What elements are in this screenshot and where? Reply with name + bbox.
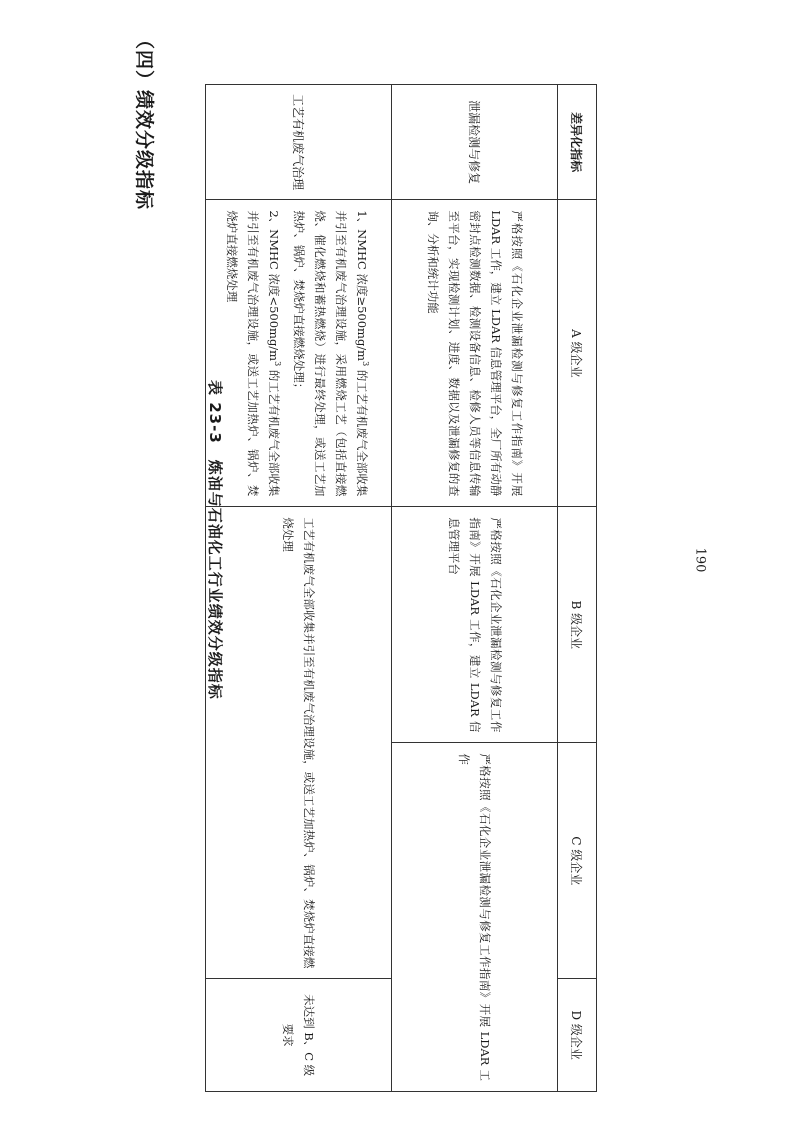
b-grade-ldar-text: 严格按照《石化企业泄漏检测与修复工作指南》开展 LDAR 工作，建立 LDAR 信息管理平台: [447, 517, 503, 733]
header-c-grade: C 级企业: [558, 743, 597, 979]
header-b-grade: B 级企业: [558, 507, 597, 743]
table-row-process-gas: [206, 85, 392, 1092]
header-d-grade: D 级企业: [558, 979, 597, 1092]
table-caption: 表 23-3 炼油与石油化工行业绩效分级指标: [206, 380, 224, 700]
cell-indicator-process-gas: [206, 85, 392, 200]
cell-cd-ldar: [392, 743, 558, 1092]
a-grade-process-gas-text: [217, 200, 380, 506]
a-item1-prefix: 1、NMHC 浓度≥500mg/m: [355, 210, 369, 362]
cell-b-ldar: [392, 507, 558, 743]
page-number: 190: [692, 547, 708, 573]
a-grade-ldar-text: 严格按照《石化企业泄漏检测与修复工作指南》开展 LDAR 工作，建立 LDAR 信息管理平台，全厂所有动静密封点检测数据、检测设备信息、检修人员等信息传输至平台，实现检测计划、进度、数据以及泄漏修复的查询、分析和统计功能: [426, 210, 524, 497]
a-item2-sup: 3: [273, 361, 282, 367]
bc-grade-process-gas-text: 工艺有机废气全部收集并引至有机废气治理设施，或送工艺加热炉、锅炉、焚烧炉直接燃烧处理: [281, 517, 317, 969]
table-row-ldar: [392, 85, 558, 1092]
cell-indicator-ldar: [392, 85, 558, 200]
cell-a-ldar: [392, 200, 558, 507]
cell-a-process-gas: [206, 200, 392, 507]
indicator-process-gas-text: 工艺有机废气治理: [291, 94, 306, 191]
header-a-grade: A 级企业: [558, 200, 597, 507]
section-heading: （四）绩效分级指标: [133, 30, 155, 211]
table-header-row: [558, 85, 597, 1092]
cd-grade-ldar-text: 严格按照《石化企业泄漏检测与修复工作指南》开展 LDAR 工作: [457, 753, 493, 1081]
performance-grading-table: [205, 84, 597, 1092]
a-item1-suffix: 的工艺有机废气全部收集并引至有机废气治理设施，采用燃烧工艺（包括直接燃烧、催化燃烧和蓄热燃烧）进行最终处理，或送工艺加热炉、锅炉、焚烧炉直接燃烧处理；: [292, 210, 369, 497]
a-item2-prefix: 2、NMHC 浓度<500mg/m: [267, 210, 282, 362]
cell-bc-process-gas: [206, 507, 392, 979]
a-item1-sup: 3: [360, 361, 370, 367]
indicator-ldar-text: 泄漏检测与修复: [467, 100, 482, 185]
cell-d-process-gas: [206, 979, 392, 1092]
header-indicator: 差异化指标: [558, 85, 597, 200]
a-item2-suffix: 的工艺有机废气全部收集并引至有机废气治理设施，或送工艺加热炉、锅炉、焚烧炉直接燃烧处理: [225, 210, 282, 497]
d-grade-process-gas-text: 未达到 B、C 级要求: [281, 994, 317, 1077]
